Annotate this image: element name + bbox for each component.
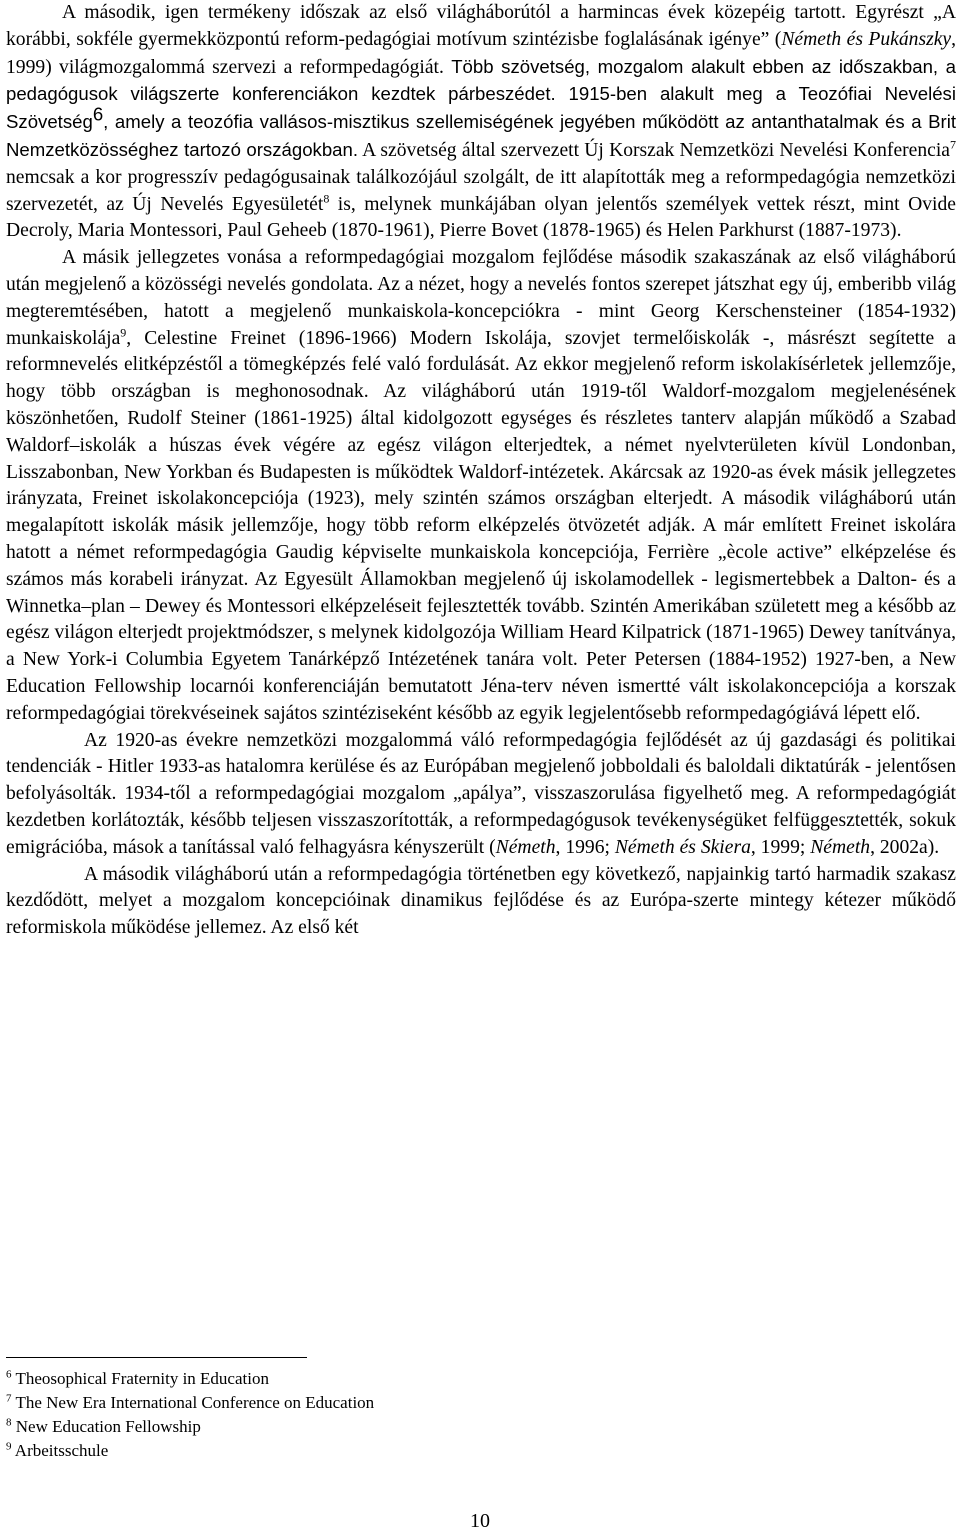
paragraph-text: A második, igen termékeny időszak az első világháborútól a harmincas évek közepéig tartott. Egyrészt „A korábbi, sokféle gyermekközpontú reform-pedagógiai motívum szintézisbe foglalásának igénye” ( bbox=[6, 2, 956, 50]
paragraph-text: A második világháború után a reformpedagógia történetben egy következő, napjainkig tartó harmadik szakasz kezdődött, melyet a mozgalom koncepcióinak dinamikus fejlődése és az Európa-szerte mintegy kétezer működő reformiskola működése jellemez. Az első két bbox=[6, 863, 956, 939]
document-page bbox=[6, 0, 956, 942]
paragraph-text: A másik jellegzetes vonása a reformpedagógiai mozgalom fejlődése második szakaszának az első világháború után megjelenő a közösségi nevelés gondolata. Az a nézet, hogy a nevelés fontos szerepet játszhat egy új, emberibb világ megteremtésében, hatott a megjelenő munkaiskola-koncepciókra - mint Georg Kerschensteiner (1854-1932) munkaiskolája bbox=[6, 247, 956, 349]
paragraph-text: nemcsak a kor progresszív pedagógusainak találkozójául szolgált, de itt alapították meg a reformpedagógia nemzetközi szervezetét, az Új Nevelés Egyesületét bbox=[6, 166, 956, 215]
highlighted-text: , amely a teozófia vallásos-misztikus szellemiségének jegyében működött az antanthatalmak és a Brit Nemzetközösséghez tartozó országokban. bbox=[6, 111, 956, 160]
citation: Németh bbox=[810, 836, 871, 858]
footnote-ref[interactable]: 6 bbox=[92, 103, 104, 125]
paragraph-1 bbox=[6, 0, 956, 245]
footnote-number: 6 bbox=[6, 1368, 12, 1381]
footnote-text: The New Era International Conference on Education bbox=[11, 1393, 375, 1412]
paragraph-text: , 1996; bbox=[555, 836, 615, 858]
paragraph-text: is, melynek munkájában olyan jelentős személyek vettek részt, mint Ovide Decroly, Maria Montessori, Paul Geheeb (1870-1961), Pierre Bovet (1878-1965) és Helen Parkhurst (1887-1973). bbox=[6, 193, 956, 242]
citation: Németh bbox=[495, 836, 556, 858]
footnote-7 bbox=[6, 1391, 706, 1415]
paragraph-text: Az 1920-as évekre nemzetközi mozgalommá váló reformpedagógia fejlődését az új gazdasági és politikai tendenciák - Hitler 1933-as hatalomra kerülése és az Európában megjelenő jobboldali és baloldali diktatúrák - jelentősen befolyásolták. 1934-től a reformpedagógiai mozgalom „apálya”, visszaszorulása figyelhető meg. A reformpedagógiát kezdetben korlátozták, később teljesen visszaszorították, a reformpedagógusok tevékenységüket felfüggesztették, sokuk emigrációba, mások a tanítással való felhagyásra kényszerült ( bbox=[6, 729, 956, 858]
paragraph-4 bbox=[6, 862, 956, 942]
footnote-9 bbox=[6, 1439, 706, 1463]
paragraph-text: , Celestine Freinet (1896-1966) Modern Iskolája, szovjet termelőiskolák -, másrészt segítette a reformnevelés elitképzéstől a tömegképzés felé való fordulását. Az ekkor megjelenő reform iskolakísérletek jellemzője, hogy több országban is meghonosodnak. Az világháború után 1919-től Waldorf-mozgalom megjelenésének köszönhetően, Rudolf Steiner (1861-1925) által kidolgozott egységes és részletes tanterv alapján működő a Szabad Waldorf–iskolák a húszas évek végére az egész világon elterjedtek, a német nyelvterületen kívül Londonban, Lisszabonban, New Yorkban és Budapesten is működtek Waldorf-intézetek. Akárcsak az 1920-as évek másik jellegzetes irányzata, Freinet iskolakoncepciója (1923), mely szintén számos országban elterjedt. A második világháború után megalapított iskolák másik jellemzője, hogy több reform elképzelés ötvözetét adják. A már említett Freinet iskolára hatott a német reformpedagógia Gaudig képviselte munkaiskola koncepciója, Ferrière „ècole active” elképzelése és számos más korabeli irányzat. Az Egyesült Államokban megjelenő új iskolamodellek - legismertebbek a Dalton- és a Winnetka–plan – Dewey és Montessori elképzeléseit fejlesztették tovább. Szintén Amerikában született meg a később az egész világon elterjedt projektmódszer, s melynek kidolgozója William Heard Kilpatrick (1871-1965) Dewey tanítványa, a New York-i Columbia Egyetem Tanárképző Intézetének tanára volt. Peter Petersen (1884-1952) 1927-ben, a New Education Fellowship locarnói konferenciáján bemutatott Jéna-terv néven ismertté vált iskolakoncepciója a korszak reformpedagógiai törekvéseinek sajátos szintéziseként később az egyik legjelentősebb reformpedagógiává lépett elő. bbox=[6, 327, 956, 724]
footnote-ref[interactable]: 9 bbox=[120, 325, 127, 340]
footnote-number: 8 bbox=[6, 1416, 12, 1429]
footnote-number: 9 bbox=[6, 1440, 12, 1453]
footnote-8 bbox=[6, 1415, 706, 1439]
page-number: 10 bbox=[470, 1510, 490, 1532]
footnote-number: 7 bbox=[6, 1392, 12, 1405]
paragraph-3 bbox=[6, 728, 956, 862]
paragraph-text: , 1999) világmozgalommá szervezi a reformpedagógiát. bbox=[6, 28, 957, 78]
highlighted-text: Több szövetség, mozgalom alakult ebben az időszakban, a pedagógusok világszerte konferenciákon kezdtek párbeszédet. 1915-ben alakult meg a Teozófiai Nevelési Szövetség bbox=[6, 55, 956, 133]
paragraph-text: A szövetség által szervezett Új Korszak Nemzetközi Nevelési Konferencia bbox=[358, 139, 951, 161]
footnote-text: Arbeitsschule bbox=[11, 1441, 109, 1460]
paragraph-text: , 2002a). bbox=[870, 836, 940, 858]
footnote-ref[interactable]: 8 bbox=[323, 191, 330, 206]
citation: Németh és Skiera bbox=[614, 836, 751, 858]
footnote-text: New Education Fellowship bbox=[11, 1417, 201, 1436]
footnote-text: Theosophical Fraternity in Education bbox=[11, 1369, 269, 1388]
paragraph-text: , 1999; bbox=[750, 836, 811, 858]
paragraph-2 bbox=[6, 245, 956, 727]
footnote-ref[interactable]: 7 bbox=[950, 137, 957, 152]
footnote-6 bbox=[6, 1367, 706, 1391]
footnotes bbox=[6, 1367, 706, 1463]
footnote-separator bbox=[6, 1357, 307, 1358]
citation: Németh és Pukánszky bbox=[781, 28, 952, 50]
